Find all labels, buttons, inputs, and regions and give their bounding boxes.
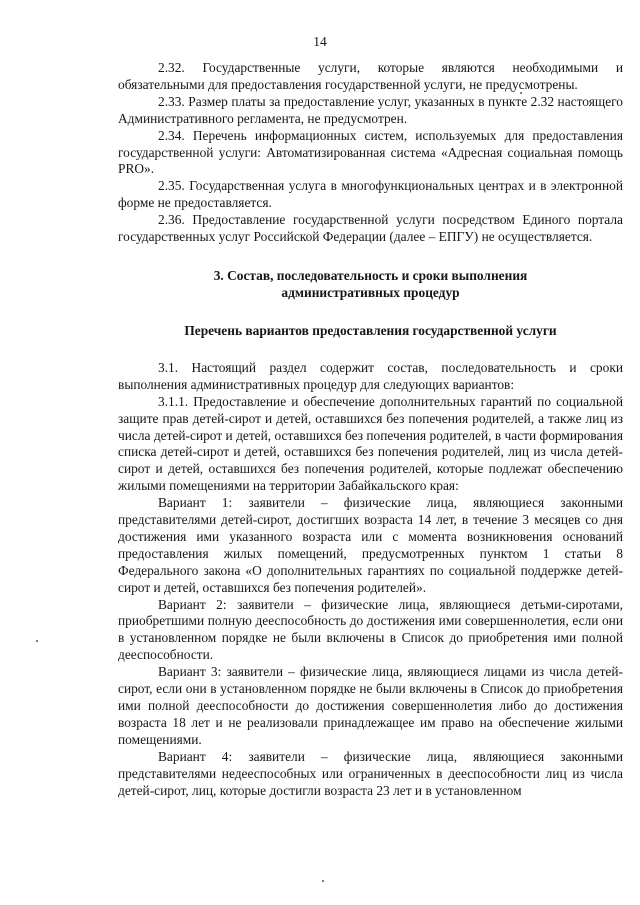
paragraph-2-34: 2.34. Перечень информационных систем, используемых для предоставления государственной услуги: Автоматизированная система «Адресная социальная помощь PRO».: [118, 127, 623, 177]
paragraph-2-36: 2.36. Предоставление государственной услуги посредством Единого портала государственных услуг Российской Федерации (далее – ЕПГУ) не осуществляется.: [118, 212, 623, 245]
paragraph-2-33: 2.33. Размер платы за предоставление услуг, указанных в пункте 2.32 настоящего Административного регламента, не предусмотрен.: [118, 93, 623, 126]
paragraph-2-35: 2.35. Государственная услуга в многофункциональных центрах и в электронной форме не предоставляется.: [118, 178, 623, 211]
section-title-line-2: административных процедур: [281, 284, 460, 300]
scan-speck: [322, 880, 324, 882]
paragraph-3-1-1: 3.1.1. Предоставление и обеспечение дополнительных гарантий по социальной защите прав детей-сирот и детей, оставшихся без попечения родителей, а также лиц из числа детей-сирот и детей, оставшихся без попечения родителей, в части формирования списка детей-сирот и детей, оставшихся без попечения родителей, лиц из числа детей-сирот и детей, оставшихся без попечения родителей, которые подлежат обеспечению жилыми помещениями на территории Забайкальского края:: [118, 393, 623, 494]
scan-speck: [520, 92, 522, 94]
variant-4-paragraph: Вариант 4: заявители – физические лица, являющиеся законными представителями недееспособных или ограниченных в дееспособности лиц из числа детей-сирот, лиц, которые достигли возраста 23 лет и в установленном: [118, 748, 623, 798]
variant-1-paragraph: Вариант 1: заявители – физические лица, являющиеся законными представителями детей-сирот, достигших возраста 14 лет, в течение 3 месяцев со дня достижения ими указанного возраста или с момента возникновения оснований предоставления жилых помещений, предусмотренных пунктом 1 статьи 8 Федерального закона «О дополнительных гарантиях по социальной поддержке детей-сирот и детей, оставшихся без попечения родителей».: [118, 495, 623, 595]
scan-speck: [36, 640, 38, 642]
page-number: 14: [313, 34, 327, 49]
document-body: [118, 60, 623, 799]
paragraph-2-32: 2.32. Государственные услуги, которые являются необходимыми и обязательными для предоставления государственной услуги, не предусмотрены.: [118, 60, 623, 92]
variant-3-paragraph: Вариант 3: заявители – физические лица, являющиеся лицами из числа детей-сирот, если они в установленном порядке не были включены в Список до приобретения ими полной дееспособности до достижения совершеннолетия либо до достижения возраста 18 лет и не реализовали принадлежащее им право на обеспечение жилыми помещениями.: [118, 664, 623, 747]
paragraph-3-1: 3.1. Настоящий раздел содержит состав, последовательность и сроки выполнения административных процедур для следующих вариантов:: [118, 359, 623, 392]
subsection-title: Перечень вариантов предоставления государственной услуги: [184, 322, 557, 338]
section-title: [118, 267, 623, 301]
section-title-line-1: 3. Состав, последовательность и сроки выполнения: [213, 267, 528, 283]
variant-2-paragraph: Вариант 2: заявители – физические лица, являющиеся детьми-сиротами, приобретшими полную дееспособность до достижения ими совершеннолетия, если они в установленном порядке не были включены в Список до приобретения ими полной дееспособности.: [118, 596, 623, 663]
